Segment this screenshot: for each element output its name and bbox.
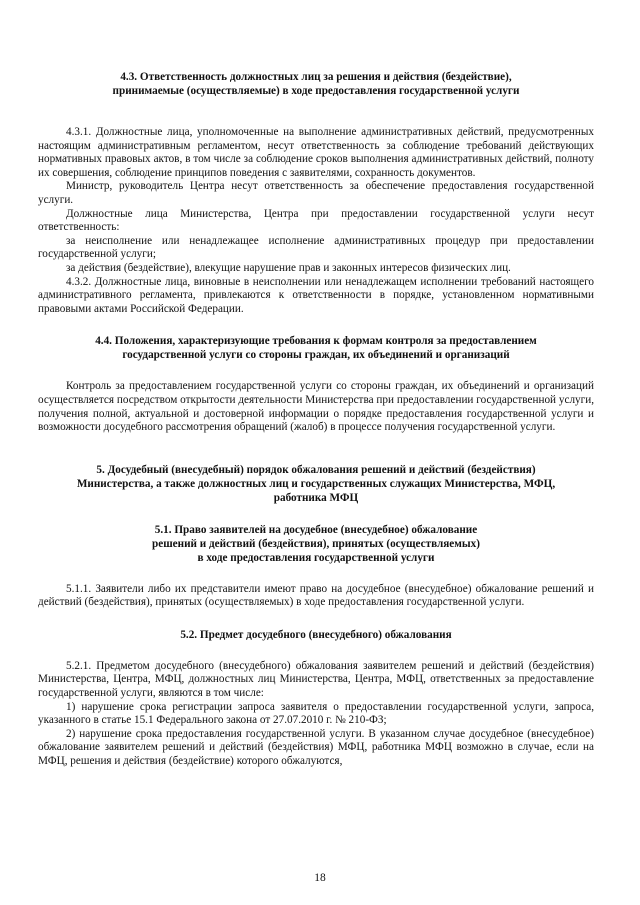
spacer	[38, 565, 594, 583]
section-5-1-heading-line-2: решений и действий (бездействия), принятых (осуществляемых)	[152, 537, 480, 550]
section-5-1-heading-line-1: 5.1. Право заявителей на досудебное (внесудебное) обжалование	[154, 523, 478, 536]
list-item-1: 1) нарушение срока регистрации запроса заявителя о предоставлении государственной услуги, запроса, указанного в статье 15.1 Федерального закона от 27.07.2010 г. № 210-ФЗ;	[38, 700, 594, 727]
section-4-4-heading-line-2: государственной услуги со стороны граждан, их объединений и организаций	[122, 349, 510, 362]
paragraph-4-3-2: 4.3.2. Должностные лица, виновные в неисполнении или ненадлежащем исполнении требований настоящего административного регламента, привлекаются к ответственности в порядке, установленном нормативными правовыми актами Российской Федерации.	[38, 275, 594, 315]
paragraph-5-1-1: 5.1.1. Заявители либо их представители имеют право на досудебное (внесудебное) обжалование решений и действий (бездействия), принятых (осуществляемых) в ходе предоставления государственной услуги.	[38, 582, 594, 609]
spacer	[38, 98, 594, 126]
page-number: 18	[314, 872, 326, 884]
section-5-heading-line-2: Министерства, а также должностных лиц и государственных служащих Министерства, МФЦ,	[76, 477, 556, 490]
spacer	[38, 435, 594, 463]
section-4-3-heading-line-1: 4.3. Ответственность должностных лиц за решения и действия (бездействие),	[120, 71, 512, 83]
paragraph-control-by-citizens: Контроль за предоставлением государственной услуги со стороны граждан, их объединений и организаций осуществляется посредством открытости деятельности Министерства при предоставлении государственной услуги, получения полной, актуальной и достоверной информации о порядке предоставления государственной услуги и возможности досудебного рассмотрения обращений (жалоб) в процессе получения государственной услуги.	[38, 380, 594, 434]
spacer	[38, 316, 594, 334]
paragraph-5-2-1: 5.2.1. Предметом досудебного (внесудебного) обжалования заявителем решений и действий (бездействия) Министерства, Центра, МФЦ, должностных лиц Министерства, Центра, МФЦ, ответственных за предоставление государственной услуги, являются в том числе:	[38, 659, 594, 700]
page-content	[38, 70, 594, 769]
section-5-heading-line-1: 5. Досудебный (внесудебный) порядок обжалования решений и действий (бездействия)	[96, 463, 536, 476]
paragraph-rights-violation: за действия (бездействие), влекущие нарушение прав и законных интересов физических лиц.	[66, 261, 511, 274]
section-4-4-heading-line-1: 4.4. Положения, характеризующие требования к формам контроля за предоставлением	[95, 335, 537, 348]
paragraph-non-performance: за неисполнение или ненадлежащее исполнение административных процедур при предоставлении государственной услуги;	[38, 234, 594, 261]
section-4-3-heading-line-2: принимаемые (осуществляемые) в ходе предоставления государственной услуги	[112, 85, 520, 97]
section-5-2-heading: 5.2. Предмет досудебного (внесудебного) обжалования	[180, 628, 452, 641]
paragraph-officials-responsibility: Должностные лица Министерства, Центра при предоставлении государственной услуги несут ответственность:	[38, 207, 594, 234]
spacer	[38, 610, 594, 628]
list-item-2: 2) нарушение срока предоставления государственной услуги. В указанном случае досудебное (внесудебное) обжалование заявителем решений и действий (бездействия) МФЦ, работника МФЦ возможно в случае, если на МФЦ, решения и действия (бездействие) которого обжалуются,	[38, 727, 594, 768]
spacer	[38, 642, 594, 660]
paragraph-4-3-1: 4.3.1. Должностные лица, уполномоченные на выполнение административных действий, предусмотренных настоящим административным регламентом, несут ответственность за соблюдение требований действующих нормативных правовых актов, в том числе за соблюдение сроков выполнения административных действий, полноту их совершения, соблюдение принципов поведения с заявителями, сохранность документов.	[38, 126, 594, 179]
spacer	[38, 362, 594, 380]
section-5-heading-line-3: работника МФЦ	[273, 491, 359, 504]
section-5-1-heading-line-3: в ходе предоставления государственной услуги	[197, 551, 435, 564]
paragraph-minister-responsibility: Министр, руководитель Центра несут ответственность за обеспечение предоставления государственной услуги.	[38, 180, 594, 206]
spacer	[38, 505, 594, 523]
